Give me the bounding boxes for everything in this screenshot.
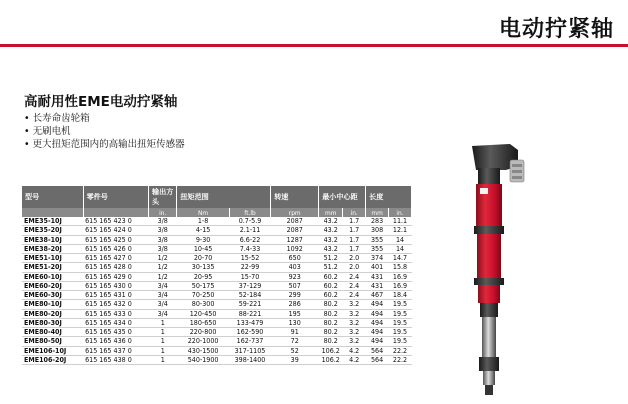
table-row	[22, 355, 412, 364]
model-cell: EME60-20J	[24, 281, 62, 290]
table-cell: 494	[370, 318, 384, 327]
table-cell: 22.2	[392, 346, 408, 355]
table-cell: 4-15	[195, 225, 211, 235]
table-cell: 3.2	[349, 327, 360, 337]
table-cell: 283	[370, 217, 384, 226]
table-cell: 615 165 426 0	[85, 244, 132, 253]
table-cell: 431	[370, 281, 384, 290]
table-cell: 72	[290, 336, 299, 346]
model-cell: EME106-10J	[24, 346, 67, 355]
table-cell: 494	[370, 309, 384, 318]
table-cell: 19.5	[392, 327, 408, 337]
table-units-row	[22, 208, 412, 217]
table-cell: 299	[288, 290, 301, 300]
product-subtitle: 高耐用性EME电动拧紧轴	[24, 94, 178, 110]
table-cell: 286	[288, 299, 301, 309]
feature-item: • 更大扭矩范围内的高输出扭矩传感器	[24, 138, 185, 151]
table-cell: 51.2	[323, 253, 338, 263]
table-cell: 430-1500	[187, 346, 219, 355]
table-cell: 564	[370, 346, 384, 355]
model-cell: EME35-20J	[24, 225, 62, 235]
model-cell: EME80-10J	[24, 299, 62, 309]
unit-cell: in.	[343, 208, 366, 217]
table-cell: 120-450	[189, 309, 217, 318]
table-cell: 91	[290, 327, 299, 337]
table-cell: 20-95	[193, 272, 213, 281]
table-cell: 1-8	[197, 217, 209, 226]
table-cell: 317-1105	[234, 346, 266, 355]
table-cell: 401	[370, 262, 384, 272]
table-cell: 59-221	[238, 299, 262, 309]
model-cell: EME60-10J	[24, 272, 62, 281]
table-cell: 494	[370, 327, 384, 337]
table-cell: 398-1400	[234, 355, 266, 364]
table-cell: 0.7-5.9	[238, 217, 262, 226]
table-cell: 39	[290, 355, 299, 364]
table-row	[22, 337, 412, 346]
table-cell: 615 165 438 0	[85, 355, 132, 364]
table-cell: 37-129	[238, 281, 262, 290]
table-row	[22, 272, 412, 281]
table-cell: 80.2	[323, 336, 338, 346]
table-cell: 88-221	[238, 309, 262, 318]
unit-cell: mm	[366, 208, 389, 217]
table-cell: 19.5	[392, 336, 408, 346]
table-cell: 1.7	[349, 235, 360, 244]
table-cell: 11.1	[392, 217, 408, 226]
table-cell: 615 165 434 0	[85, 318, 132, 327]
table-cell: 162-590	[236, 327, 264, 337]
table-cell: 1287	[286, 235, 303, 244]
table-cell: 18.4	[392, 290, 408, 300]
table-cell: 22-99	[240, 262, 260, 272]
table-cell: 3/4	[157, 290, 168, 300]
table-cell: 615 165 428 0	[85, 262, 132, 272]
table-cell: 1.7	[349, 244, 360, 253]
table-cell: 923	[288, 272, 301, 281]
table-row	[22, 291, 412, 300]
table-cell: 19.5	[392, 299, 408, 309]
table-cell: 14	[395, 244, 405, 253]
table-row	[22, 263, 412, 272]
table-cell: 6.6-22	[239, 235, 261, 244]
unit-cell: ft.lb	[229, 208, 270, 217]
col-header-length: 长度	[366, 186, 412, 208]
table-cell: 15-52	[240, 253, 260, 263]
table-cell: 7.4-33	[239, 244, 261, 253]
col-header-speed: 转速	[271, 186, 319, 208]
table-cell: 15.8	[392, 262, 408, 272]
table-cell: 162-737	[236, 336, 264, 346]
table-cell: 1	[160, 355, 165, 364]
col-header-part-number: 零件号	[83, 186, 148, 208]
table-cell: 494	[370, 336, 384, 346]
model-cell: EME38-20J	[24, 244, 62, 253]
table-cell: 615 165 425 0	[85, 235, 132, 244]
table-cell: 2.0	[349, 253, 360, 263]
table-cell: 12.1	[392, 225, 408, 235]
table-cell: 1	[160, 318, 165, 327]
table-row	[22, 217, 412, 226]
table-cell: 1.7	[349, 217, 360, 226]
table-cell: 540-1900	[187, 355, 219, 364]
table-cell: 195	[288, 309, 301, 318]
table-cell: 615 165 430 0	[85, 281, 132, 290]
table-cell: 308	[370, 225, 384, 235]
table-cell: 15-70	[240, 272, 260, 281]
table-cell: 3/8	[157, 225, 168, 235]
table-cell: 615 165 427 0	[85, 253, 132, 263]
col-header-model: 型号	[22, 186, 83, 208]
table-cell: 615 165 429 0	[85, 272, 132, 281]
table-cell: 615 165 423 0	[85, 217, 132, 226]
model-cell: EME80-30J	[24, 318, 62, 327]
table-cell: 20-70	[193, 253, 213, 263]
unit-cell	[22, 208, 83, 217]
table-cell: 51.2	[323, 262, 338, 272]
table-header-row	[22, 186, 412, 208]
table-cell: 615 165 435 0	[85, 327, 132, 337]
model-cell: EME106-20J	[24, 355, 67, 364]
table-cell: 467	[370, 290, 384, 300]
table-cell: 43.2	[323, 225, 338, 235]
table-cell: 615 165 436 0	[85, 336, 132, 346]
unit-cell: in.	[149, 208, 177, 217]
table-cell: 3/4	[157, 309, 168, 318]
table-cell: 1	[160, 336, 165, 346]
table-cell: 14.7	[392, 253, 408, 263]
table-row	[22, 346, 412, 355]
table-cell: 3/4	[157, 299, 168, 309]
table-cell: 403	[288, 262, 301, 272]
table-cell: 615 165 431 0	[85, 290, 132, 300]
table-cell: 3.2	[349, 299, 360, 309]
model-cell: EME60-30J	[24, 290, 62, 300]
table-cell: 60.2	[323, 281, 338, 290]
table-cell: 3/8	[157, 244, 168, 253]
table-cell: 3.2	[349, 318, 360, 327]
table-cell: 3.2	[349, 309, 360, 318]
table-cell: 2087	[286, 225, 303, 235]
table-cell: 3/4	[157, 281, 168, 290]
table-cell: 2087	[286, 217, 303, 226]
feature-list	[24, 112, 185, 151]
table-cell: 52-184	[238, 290, 262, 300]
table-cell: 106.2	[321, 346, 340, 355]
model-cell: EME80-50J	[24, 336, 62, 346]
table-cell: 180-650	[189, 318, 217, 327]
table-cell: 133-479	[236, 318, 264, 327]
table-cell: 80.2	[323, 299, 338, 309]
table-cell: 1/2	[157, 262, 168, 272]
table-cell: 4.2	[349, 346, 360, 355]
table-cell: 220-1000	[187, 336, 219, 346]
unit-cell	[83, 208, 148, 217]
table-row	[22, 254, 412, 263]
table-cell: 43.2	[323, 217, 338, 226]
table-cell: 3/8	[157, 217, 168, 226]
table-cell: 16.9	[392, 272, 408, 281]
table-cell: 70-250	[191, 290, 215, 300]
table-cell: 2.4	[349, 281, 360, 290]
table-cell: 3/8	[157, 235, 168, 244]
table-row	[22, 235, 412, 244]
table-cell: 19.5	[392, 309, 408, 318]
table-cell: 16.9	[392, 281, 408, 290]
table-cell: 106.2	[321, 355, 340, 364]
table-cell: 650	[288, 253, 301, 263]
model-cell: EME80-40J	[24, 327, 62, 337]
table-cell: 2.4	[349, 272, 360, 281]
table-cell: 1	[160, 327, 165, 337]
table-cell: 4.2	[349, 355, 360, 364]
table-cell: 60.2	[323, 290, 338, 300]
table-body	[22, 217, 412, 365]
page-title: 电动拧紧轴	[498, 17, 614, 42]
table-cell: 9-30	[195, 235, 211, 244]
table-cell: 2.0	[349, 262, 360, 272]
table-cell: 80.2	[323, 327, 338, 337]
table-row	[22, 244, 412, 253]
table-cell: 43.2	[323, 244, 338, 253]
table-cell: 355	[370, 244, 384, 253]
table-cell: 50-175	[191, 281, 215, 290]
spec-table	[22, 186, 412, 365]
model-cell: EME80-20J	[24, 309, 62, 318]
table-cell: 1.7	[349, 225, 360, 235]
title-rule	[0, 44, 628, 47]
table-row	[22, 226, 412, 235]
table-cell: 130	[288, 318, 301, 327]
unit-cell: rpm	[271, 208, 319, 217]
table-cell: 30-135	[191, 262, 215, 272]
unit-cell: in.	[389, 208, 412, 217]
table-row	[22, 328, 412, 337]
table-cell: 374	[370, 253, 384, 263]
table-cell: 1/2	[157, 272, 168, 281]
model-cell: EME51-20J	[24, 262, 62, 272]
table-cell: 615 165 433 0	[85, 309, 132, 318]
col-header-torque-range: 扭矩范围	[177, 186, 271, 208]
table-cell: 10-45	[193, 244, 213, 253]
table-cell: 60.2	[323, 272, 338, 281]
table-cell: 1	[160, 346, 165, 355]
table-cell: 2.1-11	[239, 225, 261, 235]
model-cell: EME38-10J	[24, 235, 62, 244]
table-cell: 80.2	[323, 309, 338, 318]
table-row	[22, 281, 412, 290]
table-cell: 431	[370, 272, 384, 281]
table-cell: 80.2	[323, 318, 338, 327]
table-cell: 1/2	[157, 253, 168, 263]
table-cell: 2.4	[349, 290, 360, 300]
table-cell: 220-800	[189, 327, 217, 337]
unit-cell: mm	[319, 208, 343, 217]
table-cell: 355	[370, 235, 384, 244]
table-cell: 14	[395, 235, 405, 244]
feature-item: • 长寿命齿轮箱	[24, 112, 185, 125]
col-header-output-drive: 输出方头	[149, 186, 177, 208]
table-row	[22, 300, 412, 309]
table-cell: 19.5	[392, 318, 408, 327]
model-cell: EME35-10J	[24, 217, 62, 226]
table-cell: 52	[290, 346, 299, 355]
table-cell: 615 165 437 0	[85, 346, 132, 355]
table-row	[22, 318, 412, 327]
table-row	[22, 309, 412, 318]
nutrunner-illustration	[466, 140, 530, 400]
model-cell: EME51-10J	[24, 253, 62, 263]
feature-item: • 无刷电机	[24, 125, 185, 138]
table-cell: 564	[370, 355, 384, 364]
table-cell: 615 165 432 0	[85, 299, 132, 309]
table-cell: 22.2	[392, 355, 408, 364]
table-cell: 507	[288, 281, 301, 290]
table-cell: 1092	[286, 244, 303, 253]
table-cell: 3.2	[349, 336, 360, 346]
table-cell: 615 165 424 0	[85, 225, 132, 235]
unit-cell: Nm	[177, 208, 229, 217]
col-header-min-center: 最小中心距	[319, 186, 366, 208]
table-cell: 43.2	[323, 235, 338, 244]
table-cell: 80-300	[191, 299, 215, 309]
table-cell: 494	[370, 299, 384, 309]
